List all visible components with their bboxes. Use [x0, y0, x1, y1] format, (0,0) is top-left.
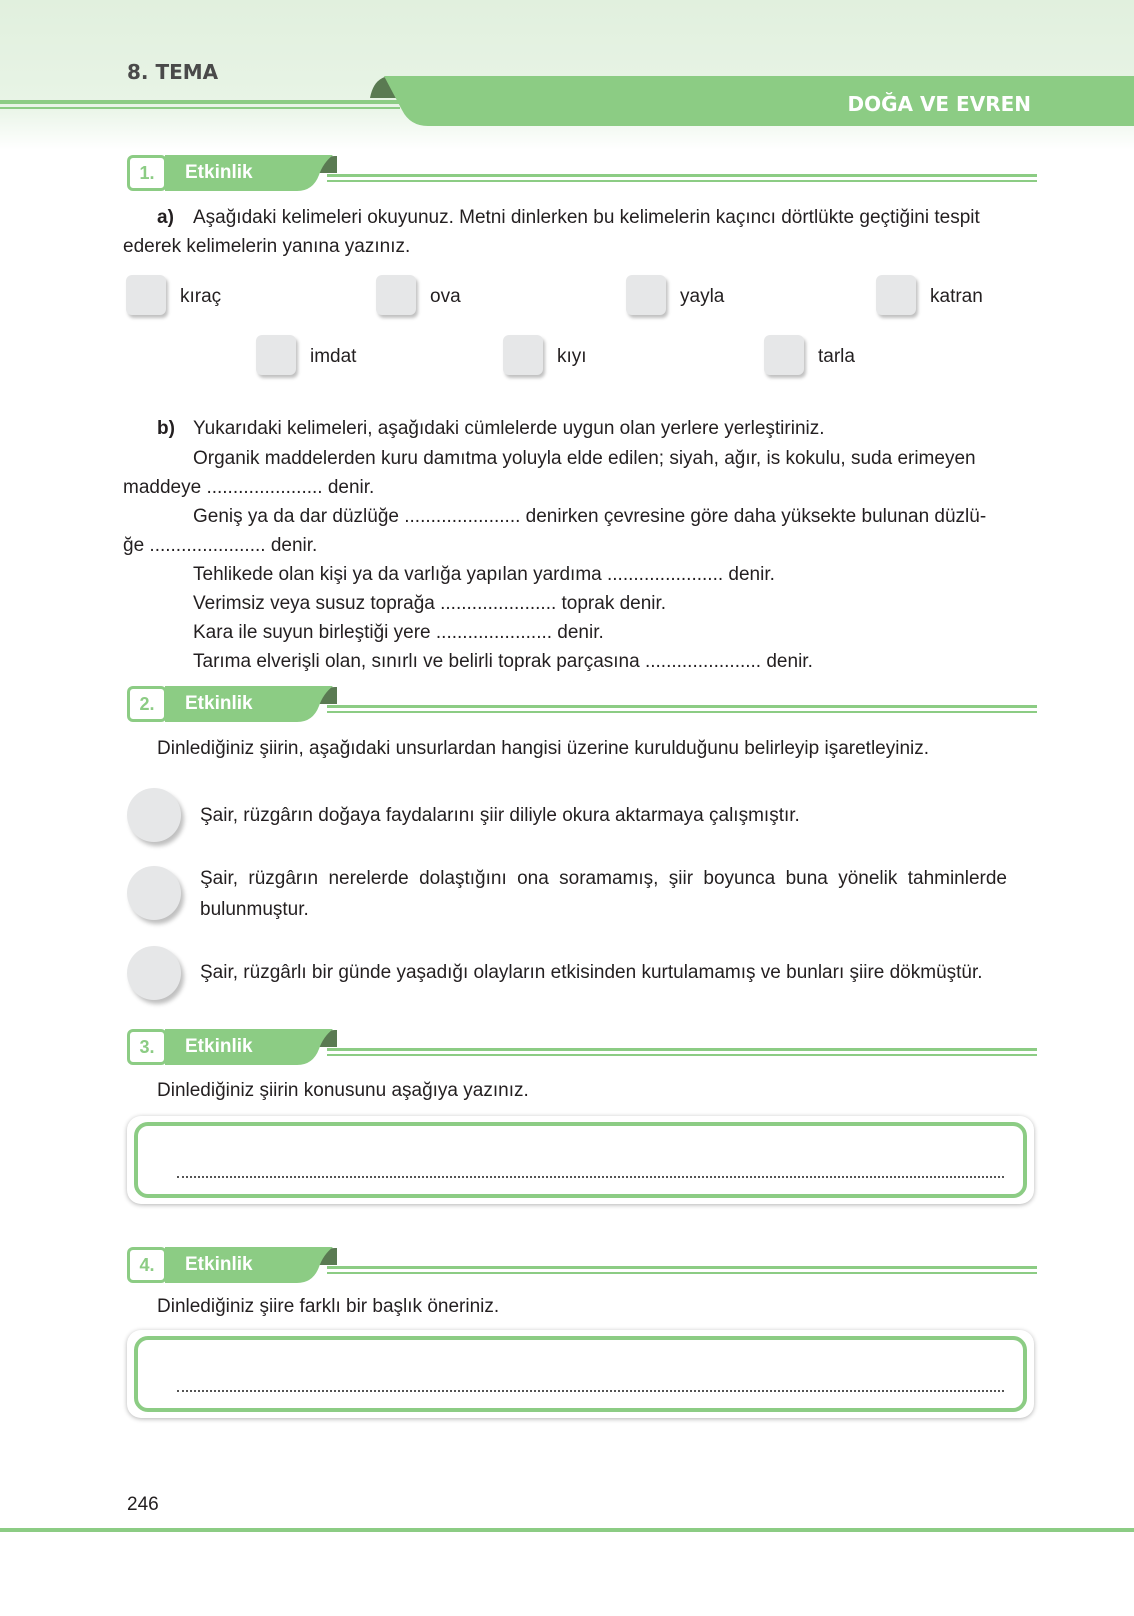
writing-line — [177, 1176, 1004, 1178]
word-label: katran — [930, 286, 983, 307]
divider — [327, 1048, 1037, 1051]
activity-number: 4. — [127, 1247, 167, 1283]
option-3-radio[interactable] — [127, 946, 181, 1000]
option-2-text-cont: bulunmuştur. — [200, 899, 309, 920]
fill-sentence: Geniş ya da dar düzlüğe ...................... denirken çevresine göre daha yüksekte bulunan düzlü- — [193, 506, 987, 527]
activity-label: Etkinlik — [185, 1036, 253, 1057]
activity-4-instruction: Dinlediğiniz şiire farklı bir başlık öneriniz. — [157, 1296, 500, 1317]
divider — [327, 180, 1037, 182]
option-1-text: Şair, rüzgârın doğaya faydalarını şiir diliyle okura aktarmaya çalışmıştır. — [200, 805, 800, 826]
divider — [327, 705, 1037, 708]
fill-sentence: Verimsiz veya susuz toprağa ...................... toprak denir. — [193, 593, 667, 614]
word-label: yayla — [680, 286, 725, 307]
divider — [327, 1266, 1037, 1269]
header-line — [0, 100, 400, 104]
answer-box-tarla[interactable] — [764, 335, 804, 375]
activity-label: Etkinlik — [185, 162, 253, 183]
word-label: imdat — [310, 346, 357, 367]
activity-4-header — [127, 1247, 1037, 1283]
answer-box-yayla[interactable] — [626, 275, 666, 315]
fill-sentence: ğe ...................... denir. — [123, 535, 318, 556]
fill-sentence: Organik maddelerden kuru damıtma yoluyla elde edilen; siyah, ağır, is kokulu, suda erimeyen — [193, 448, 976, 469]
activity-label: Etkinlik — [185, 693, 253, 714]
option-3-text: Şair, rüzgârlı bir günde yaşadığı olayların etkisinden kurtulamamış ve bunları şiire dökmüştür. — [200, 962, 983, 983]
answer-box-kiyi[interactable] — [503, 335, 543, 375]
part-b-marker: b) — [157, 418, 175, 439]
word-label: kıyı — [557, 346, 587, 367]
divider — [327, 1054, 1037, 1056]
divider — [327, 1272, 1037, 1274]
activity-number: 3. — [127, 1029, 167, 1065]
activity-2-instruction: Dinlediğiniz şiirin, aşağıdaki unsurlardan hangisi üzerine kurulduğunu belirleyip işaretleyiniz. — [157, 738, 930, 759]
title-answer-box[interactable] — [127, 1330, 1034, 1418]
header-line-thin — [0, 107, 400, 109]
activity-label: Etkinlik — [185, 1254, 253, 1275]
answer-frame — [134, 1336, 1027, 1412]
word-label: ova — [430, 286, 461, 307]
answer-frame — [134, 1122, 1027, 1198]
answer-box-imdat[interactable] — [256, 335, 296, 375]
activity-1-header — [127, 155, 1037, 191]
part-a-instruction: Aşağıdaki kelimeleri okuyunuz. Metni dinlerken bu kelimelerin kaçıncı dörtlükte geçtiğini tespit — [193, 207, 980, 228]
fill-sentence: Kara ile suyun birleştiği yere ...................... denir. — [193, 622, 604, 643]
page-number: 246 — [127, 1494, 159, 1515]
writing-line — [177, 1390, 1004, 1392]
activity-number: 1. — [127, 155, 167, 191]
activity-3-instruction: Dinlediğiniz şiirin konusunu aşağıya yazınız. — [157, 1080, 529, 1101]
topic-answer-box[interactable] — [127, 1116, 1034, 1204]
fill-sentence: maddeye ...................... denir. — [123, 477, 375, 498]
word-label: tarla — [818, 346, 855, 367]
answer-box-kirac[interactable] — [126, 275, 166, 315]
activity-2-header — [127, 686, 1037, 722]
divider — [327, 174, 1037, 177]
fill-sentence: Tehlikede olan kişi ya da varlığa yapılan yardıma ...................... denir. — [193, 564, 775, 585]
divider — [327, 711, 1037, 713]
answer-box-ova[interactable] — [376, 275, 416, 315]
part-a-marker: a) — [157, 207, 174, 228]
theme-title: DOĞA VE EVREN — [847, 92, 1031, 116]
word-label: kıraç — [180, 286, 222, 307]
option-1-radio[interactable] — [127, 788, 181, 842]
option-2-text: Şair, rüzgârın nerelerde dolaştığını ona soramamış, şiir boyunca buna yönelik tahminlerde — [200, 868, 1007, 889]
theme-number: 8. TEMA — [127, 60, 219, 84]
answer-box-katran[interactable] — [876, 275, 916, 315]
activity-3-header — [127, 1029, 1037, 1065]
footer-line — [0, 1528, 1134, 1532]
part-b-instruction: Yukarıdaki kelimeleri, aşağıdaki cümlelerde uygun olan yerlere yerleştiriniz. — [193, 418, 825, 439]
part-a-instruction-cont: ederek kelimelerin yanına yazınız. — [123, 236, 411, 257]
fill-sentence: Tarıma elverişli olan, sınırlı ve belirli toprak parçasına ...................... denir. — [193, 651, 813, 672]
option-2-radio[interactable] — [127, 866, 181, 920]
activity-number: 2. — [127, 686, 167, 722]
